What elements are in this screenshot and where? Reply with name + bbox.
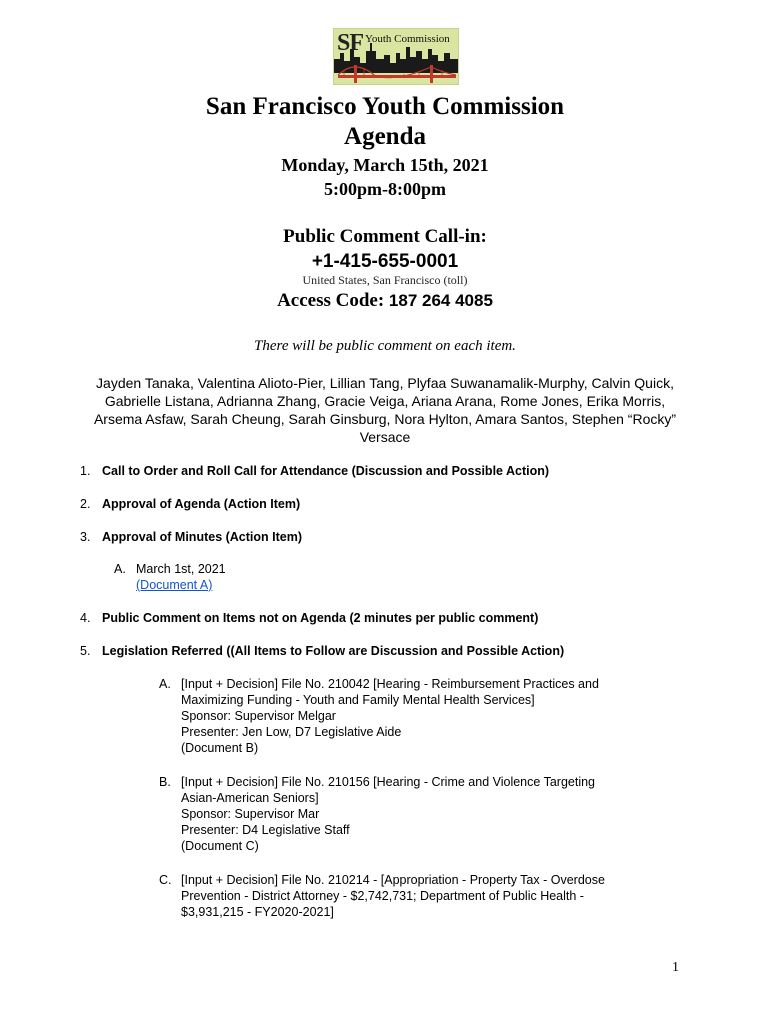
subitem-letter: A.	[114, 562, 126, 576]
access-code-label: Access Code:	[277, 290, 389, 311]
legislation-line: Prevention - District Attorney - $2,742,731; Department of Public Health -	[181, 889, 584, 903]
access-code-line	[0, 289, 770, 313]
legislation-line: $3,931,215 - FY2020-2021]	[181, 905, 334, 919]
meeting-date: Monday, March 15th, 2021	[281, 155, 489, 175]
subitem-letter: A.	[159, 677, 171, 691]
agenda-item-number: 4.	[80, 611, 91, 625]
sf-youth-commission-logo	[333, 28, 459, 85]
legislation-presenter: Presenter: D4 Legislative Staff	[181, 823, 350, 837]
logo-initials: SF	[337, 30, 364, 56]
minutes-date: March 1st, 2021	[136, 562, 226, 576]
agenda-item-text: Approval of Minutes (Action Item)	[102, 530, 302, 544]
agenda-item-number: 5.	[80, 644, 91, 658]
subitem-letter: B.	[159, 775, 171, 789]
page-number: 1	[672, 960, 679, 975]
public-comment-note: There will be public comment on each item.	[254, 338, 516, 354]
access-code-value: 187 264 4085	[388, 291, 493, 310]
legislation-line: Asian-American Seniors]	[181, 791, 319, 805]
legislation-line: [Input + Decision] File No. 210042 [Hearing - Reimbursement Practices and	[181, 677, 599, 691]
legislation-line: [Input + Decision] File No. 210156 [Hearing - Crime and Violence Targeting	[181, 775, 596, 789]
agenda-item-text: Public Comment on Items not on Agenda (2 minutes per public comment)	[102, 611, 539, 625]
agenda-item-number: 3.	[80, 530, 91, 544]
legislation-sponsor: Sponsor: Supervisor Melgar	[181, 709, 336, 723]
commissioner-list: Jayden Tanaka, Valentina Alioto-Pier, Lillian Tang, Plyfaa Suwanamalik-Murphy, Calvin Quick, Gabrielle Listana, Adrianna Zhang, Gracie Veiga, Ariana Arana, Rome Jones, Erika Morris, Arsema Asfaw, Sarah Cheung, Sarah Ginsburg, Nora Hylton, Amara Santos, Stephen “Rocky” Versace	[93, 375, 677, 445]
agenda-item-text: Legislation Referred ((All Items to Follow are Discussion and Possible Action)	[102, 644, 565, 658]
legislation-line: Maximizing Funding - Youth and Family Mental Health Services]	[181, 693, 535, 707]
call-in-phone: +1-415-655-0001	[311, 251, 459, 272]
legislation-line: [Input + Decision] File No. 210214 - [Appropriation - Property Tax - Overdose	[181, 873, 605, 887]
page-subtitle: Agenda	[344, 123, 426, 150]
legislation-document: (Document C)	[181, 839, 259, 853]
meeting-time: 5:00pm-8:00pm	[324, 179, 446, 199]
legislation-presenter: Presenter: Jen Low, D7 Legislative Aide	[181, 725, 402, 739]
page-title: San Francisco Youth Commission	[205, 93, 565, 120]
agenda-item-text: Call to Order and Roll Call for Attendance (Discussion and Possible Action)	[102, 464, 550, 478]
subitem-letter: C.	[159, 873, 172, 887]
legislation-sponsor: Sponsor: Supervisor Mar	[181, 807, 320, 821]
legislation-document: (Document B)	[181, 741, 259, 755]
agenda-item-number: 1.	[80, 464, 91, 478]
agenda-item-number: 2.	[80, 497, 91, 511]
call-in-location: United States, San Francisco (toll)	[302, 273, 468, 287]
agenda-item-text: Approval of Agenda (Action Item)	[102, 497, 301, 511]
call-in-heading: Public Comment Call-in:	[283, 226, 487, 247]
logo-text: Youth Commission	[365, 33, 450, 45]
document-a-link[interactable]: (Document A)	[136, 578, 213, 592]
